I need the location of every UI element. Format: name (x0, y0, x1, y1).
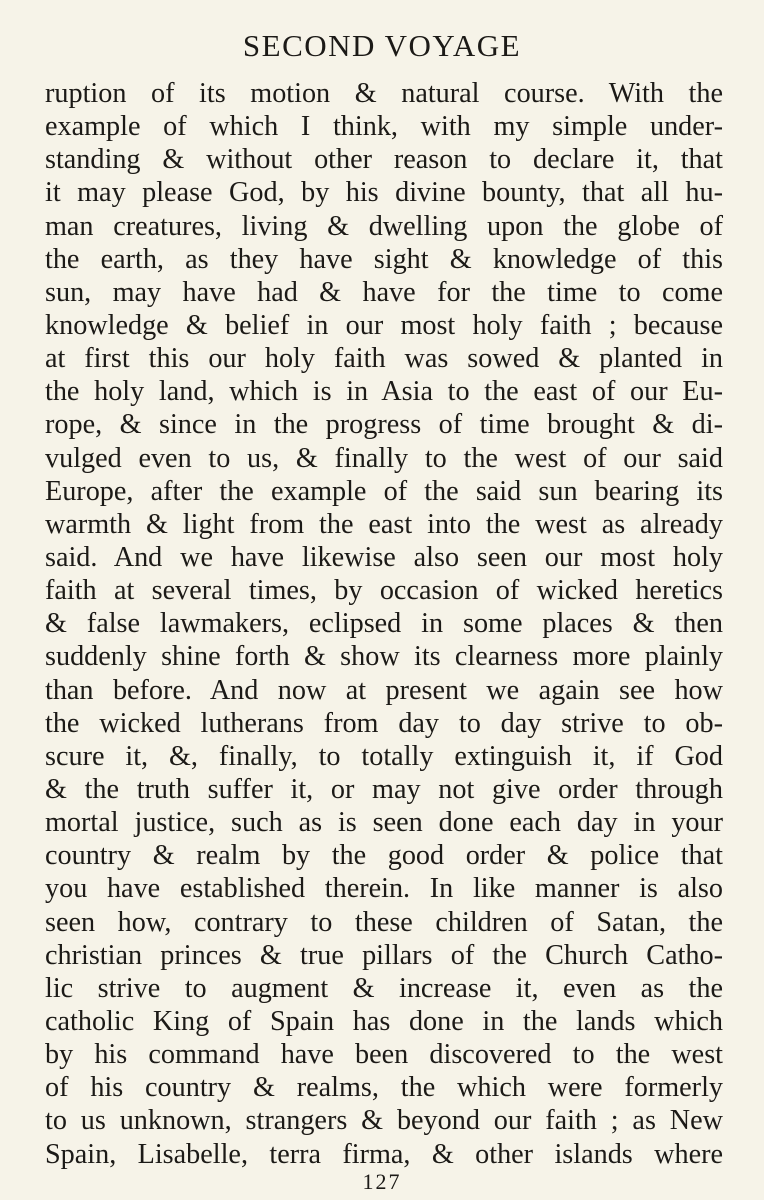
text-line: the wicked lutherans from day to day strive to ob- (45, 707, 723, 739)
text-line: to us unknown, strangers & beyond our faith ; as New (45, 1105, 723, 1137)
text-line: & false lawmakers, eclipsed in some places & then (45, 608, 723, 640)
body-text (45, 77, 723, 1171)
text-line: than before. And now at present we again see how (45, 674, 723, 706)
text-line: lic strive to augment & increase it, even as the (45, 972, 723, 1004)
text-line: faith at several times, by occasion of wicked heretics (45, 575, 723, 607)
text-line: at first this our holy faith was sowed & planted in (45, 343, 723, 375)
text-line: rope, & since in the progress of time brought & di- (45, 409, 723, 441)
text-line: knowledge & belief in our most holy faith ; because (45, 309, 723, 341)
text-line: suddenly shine forth & show its clearness more plainly (45, 641, 723, 673)
text-line: standing & without other reason to declare it, that (45, 144, 723, 176)
text-line: mortal justice, such as is seen done each day in your (45, 807, 723, 839)
page-number: 127 (362, 1169, 402, 1194)
text-line: seen how, contrary to these children of Satan, the (45, 906, 723, 938)
text-line: ruption of its motion & natural course. With the (45, 78, 723, 109)
text-line: example of which I think, with my simple under- (45, 111, 723, 143)
text-line: the holy land, which is in Asia to the east of our Eu- (45, 376, 723, 408)
text-line: man creatures, living & dwelling upon the globe of (45, 210, 723, 242)
text-line: country & realm by the good order & police that (45, 840, 723, 872)
text-line: the earth, as they have sight & knowledge of this (45, 243, 723, 275)
text-line: scure it, &, finally, to totally extinguish it, if God (45, 740, 723, 772)
text-line: you have established therein. In like manner is also (45, 873, 723, 905)
text-line: & the truth suffer it, or may not give order through (45, 773, 723, 805)
running-title: SECOND VOYAGE (242, 28, 522, 63)
text-line: Spain, Lisabelle, terra firma, & other islands where (45, 1138, 723, 1170)
text-line: sun, may have had & have for the time to come (45, 276, 723, 308)
text-line: it may please God, by his divine bounty, that all hu- (45, 177, 723, 209)
text-line: warmth & light from the east into the west as already (45, 508, 723, 540)
text-line: Europe, after the example of the said sun bearing its (45, 475, 723, 507)
text-line: said. And we have likewise also seen our most holy (45, 541, 723, 573)
text-line: catholic King of Spain has done in the lands which (45, 1005, 723, 1037)
text-line: of his country & realms, the which were formerly (45, 1072, 723, 1104)
text-line: vulged even to us, & finally to the west of our said (45, 442, 723, 474)
text-line: by his command have been discovered to the west (45, 1039, 723, 1071)
text-line: christian princes & true pillars of the Church Catho- (45, 939, 723, 971)
